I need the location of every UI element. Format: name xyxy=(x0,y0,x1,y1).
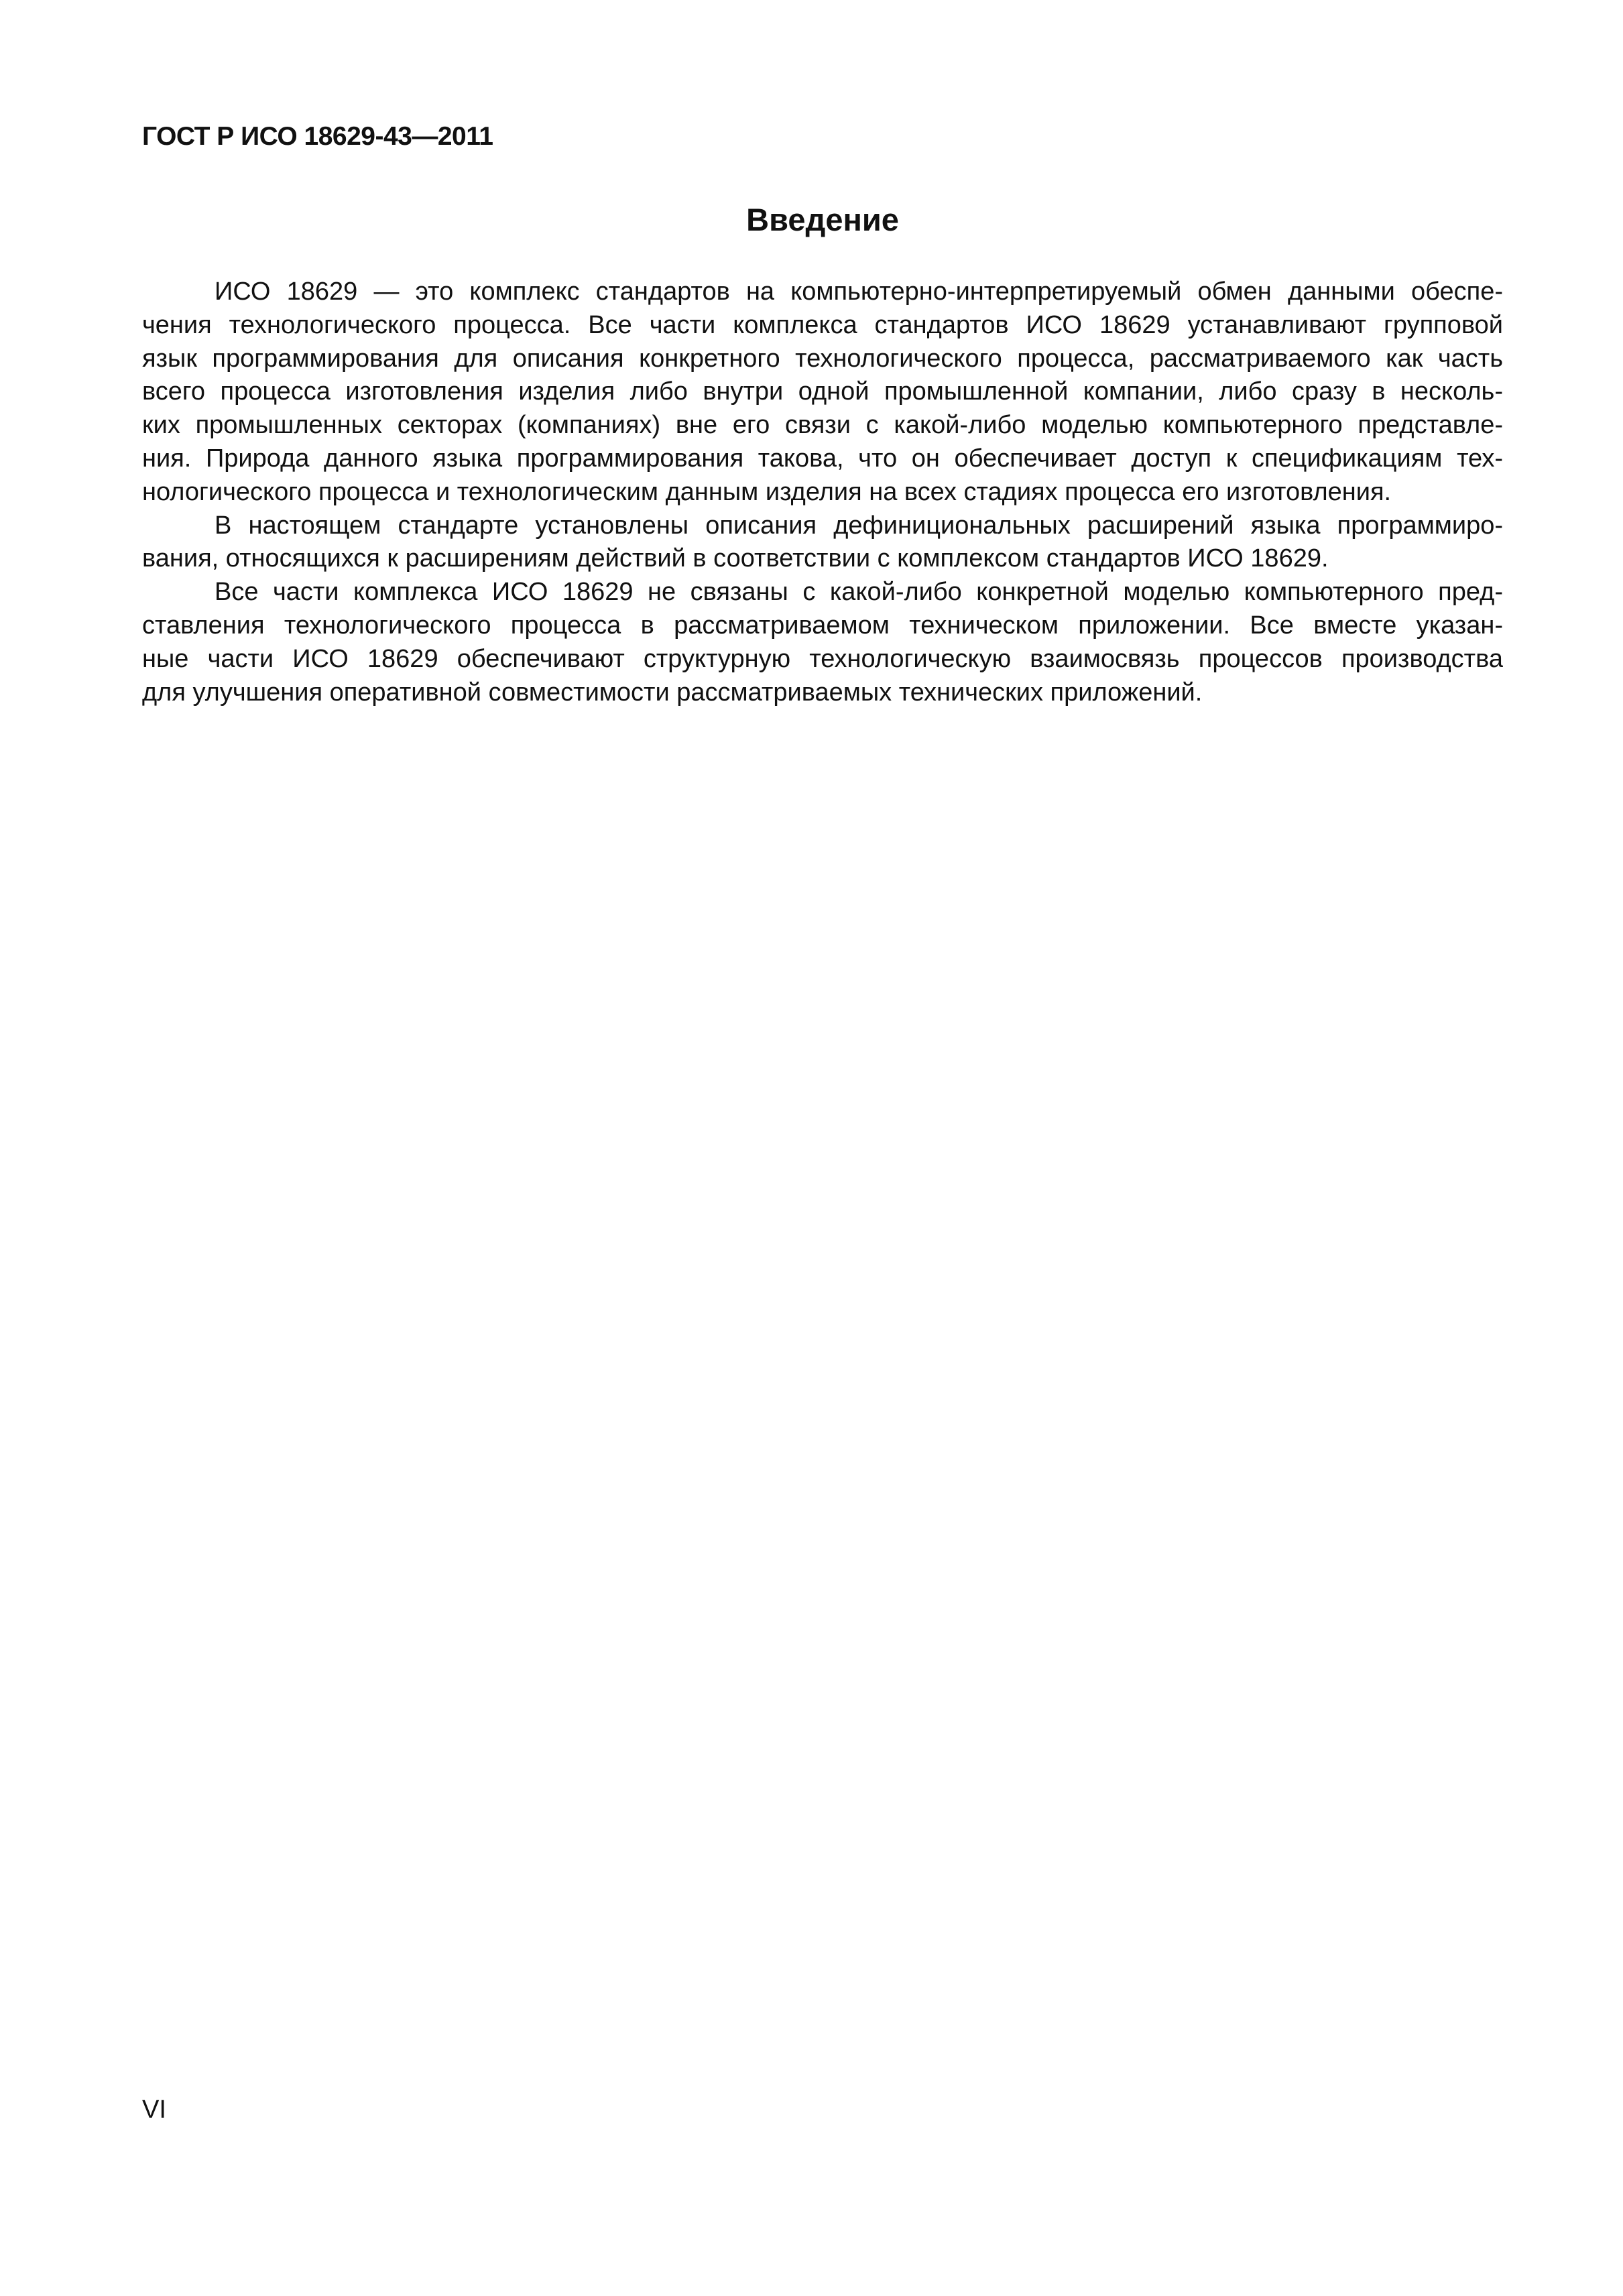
text-line: ких промышленных секторах (компаниях) вне его связи с какой-либо моделью компьютерного представле- xyxy=(142,411,1503,440)
paragraph-2 xyxy=(142,509,1503,577)
text-line: всего процесса изготовления изделия либо внутри одной промышленной компании, либо сразу в несколь- xyxy=(142,377,1503,406)
text-line: ния. Природа данного языка программирования такова, что он обеспечивает доступ к спецификациям тех- xyxy=(142,444,1503,473)
text-line: нологического процесса и технологическим данным изделия на всех стадиях процесса его изготовления. xyxy=(142,477,1392,506)
body-text xyxy=(142,276,1503,709)
text-line: ставления технологического процесса в рассматриваемом техническом приложении. Все вместе указан- xyxy=(142,611,1503,640)
section-title: Введение xyxy=(746,202,899,237)
text-line: В настоящем стандарте установлены описания дефиниционaльных расширений языка программиро- xyxy=(215,511,1503,540)
text-line: чения технологического процесса. Все части комплекса стандартов ИСО 18629 устанавливают групповой xyxy=(142,310,1503,339)
text-line: для улучшения оперативной совместимости рассматриваемых технических приложений. xyxy=(142,678,1203,707)
page-number: VI xyxy=(142,2096,166,2124)
text-line: вания, относящихся к расширениям действий в соответствии с комплексом стандартов ИСО 18629. xyxy=(142,544,1329,573)
text-line: язык программирования для описания конкретного технологического процесса, рассматриваемого как часть xyxy=(142,344,1503,373)
paragraph-1 xyxy=(142,276,1503,509)
text-line: ИСО 18629 — это комплекс стандартов на компьютерно-интерпретируемый обмен данными обеспе- xyxy=(215,278,1503,306)
document-code-header: ГОСТ Р ИСО 18629-43—2011 xyxy=(142,122,493,151)
text-line: Все части комплекса ИСО 18629 не связаны с какой-либо конкретной моделью компьютерного пред- xyxy=(215,578,1503,607)
paragraph-3 xyxy=(142,576,1503,709)
text-line: ные части ИСО 18629 обеспечивают структурную технологическую взаимосвязь процессов производства xyxy=(142,644,1503,673)
